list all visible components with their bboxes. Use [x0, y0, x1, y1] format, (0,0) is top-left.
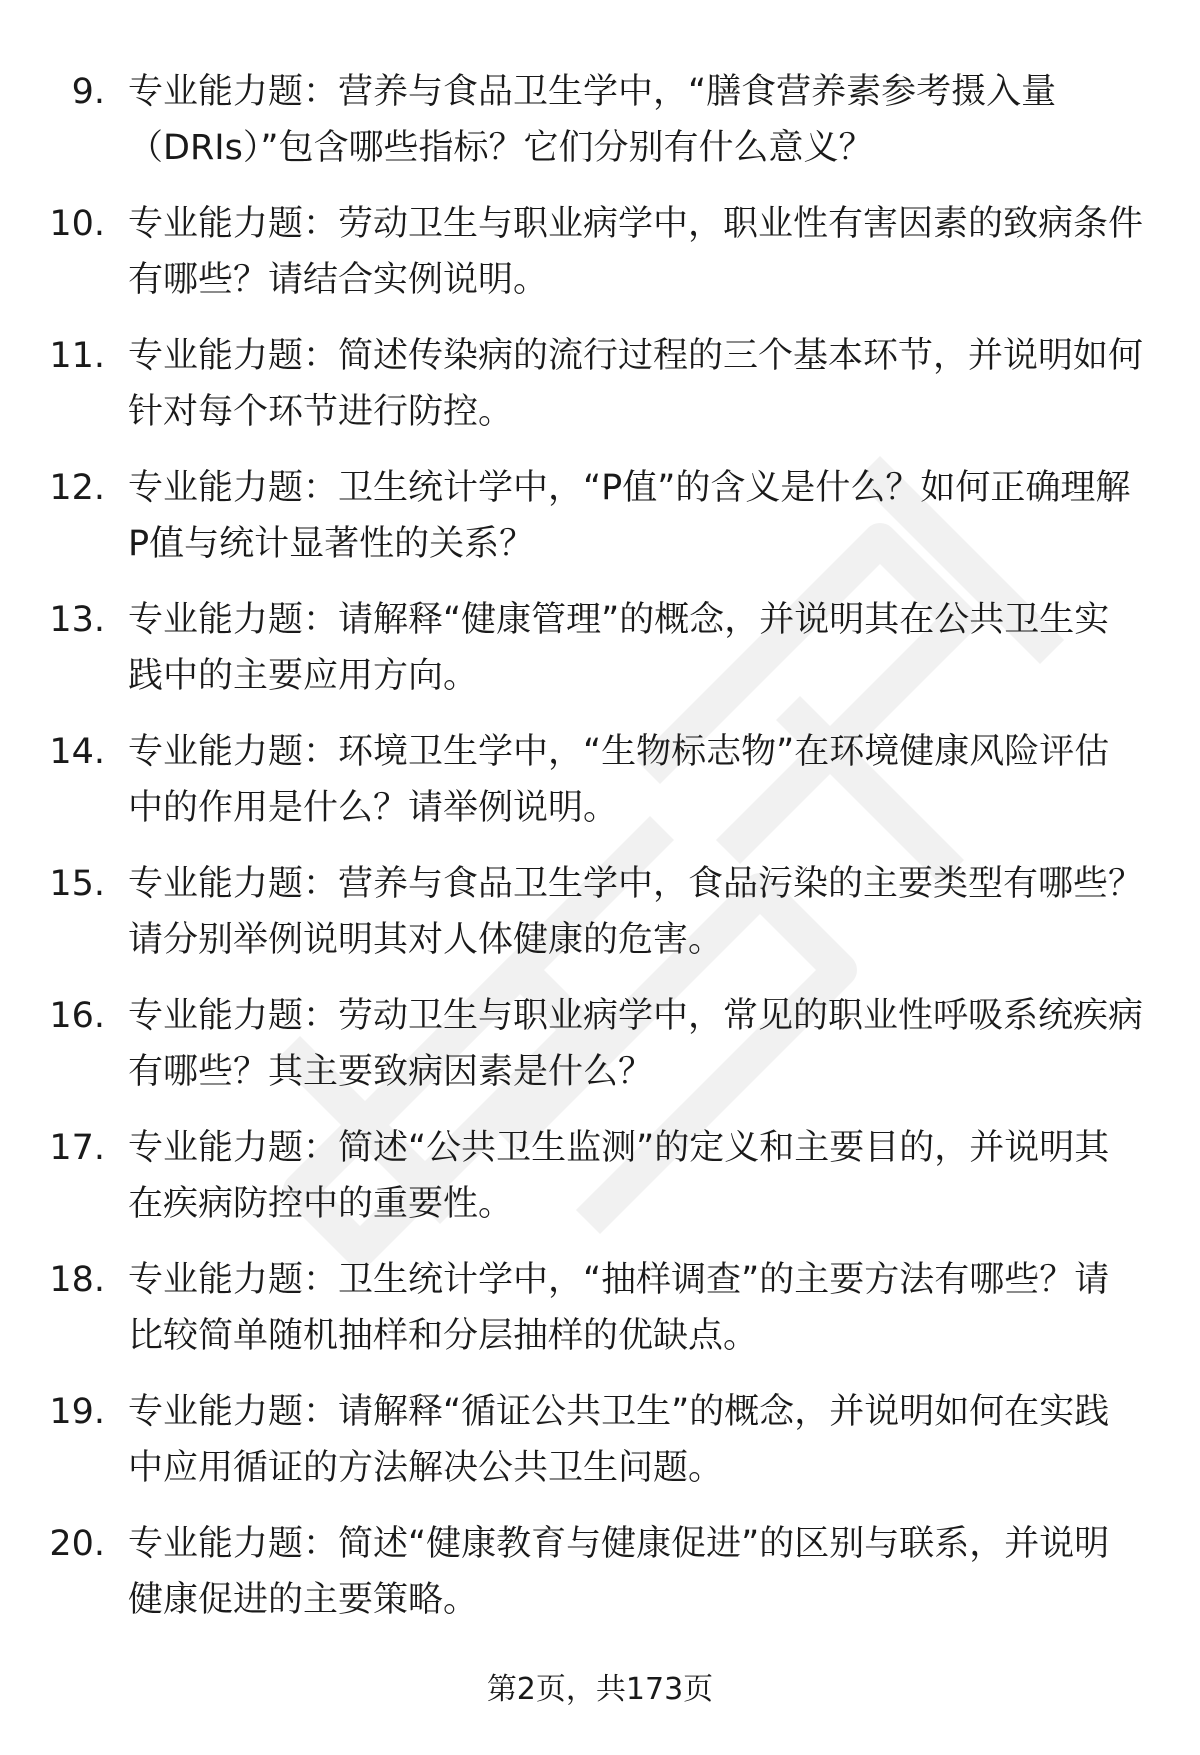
list-item: [0, 980, 1200, 1112]
question-text: 专业能力题：环境卫生学中，“生物标志物”在环境健康风险评估中的作用是什么？请举例说明。: [128, 732, 1110, 828]
question-number: 11.: [49, 336, 105, 376]
question-number: 15.: [49, 864, 105, 904]
question-text: 专业能力题：简述传染病的流行过程的三个基本环节，并说明如何针对每个环节进行防控。: [128, 336, 1144, 432]
question-number: 9.: [71, 72, 105, 112]
question-text: 专业能力题：卫生统计学中，“P值”的含义是什么？如何正确理解P值与统计显著性的关系？: [128, 468, 1131, 564]
list-item: [0, 584, 1200, 716]
question-number: 10.: [49, 204, 105, 244]
question-text: 专业能力题：请解释“循证公共卫生”的概念，并说明如何在实践中应用循证的方法解决公共卫生问题。: [128, 1392, 1110, 1488]
list-item: [0, 320, 1200, 452]
page-footer: 第2页，共173页: [486, 1672, 714, 1707]
question-text: 专业能力题：营养与食品卫生学中，“膳食营养素参考摄入量（DRIs）”包含哪些指标？它们分别有什么意义？: [128, 72, 1057, 168]
question-number: 19.: [49, 1392, 105, 1432]
question-list: [0, 56, 1200, 1640]
list-item: [0, 452, 1200, 584]
question-number: 18.: [49, 1260, 105, 1300]
question-text: 专业能力题：简述“健康教育与健康促进”的区别与联系，并说明健康促进的主要策略。: [128, 1524, 1110, 1620]
question-number: 17.: [49, 1128, 105, 1168]
list-item: [0, 1376, 1200, 1508]
list-item: [0, 1112, 1200, 1244]
list-item: [0, 848, 1200, 980]
question-number: 16.: [49, 996, 105, 1036]
list-item: [0, 716, 1200, 848]
question-number: 12.: [49, 468, 105, 508]
list-item: [0, 1508, 1200, 1640]
list-item: [0, 188, 1200, 320]
question-text: 专业能力题：请解释“健康管理”的概念，并说明其在公共卫生实践中的主要应用方向。: [128, 600, 1110, 696]
question-text: 专业能力题：劳动卫生与职业病学中，职业性有害因素的致病条件有哪些？请结合实例说明。: [128, 204, 1144, 300]
question-number: 20.: [49, 1524, 105, 1564]
list-item: [0, 1244, 1200, 1376]
question-text: 专业能力题：营养与食品卫生学中，食品污染的主要类型有哪些？请分别举例说明其对人体健康的危害。: [128, 864, 1144, 960]
question-text: 专业能力题：劳动卫生与职业病学中，常见的职业性呼吸系统疾病有哪些？其主要致病因素是什么？: [128, 996, 1144, 1092]
question-number: 14.: [49, 732, 105, 772]
question-number: 13.: [49, 600, 105, 640]
question-text: 专业能力题：简述“公共卫生监测”的定义和主要目的，并说明其在疾病防控中的重要性。: [128, 1128, 1110, 1224]
question-text: 专业能力题：卫生统计学中，“抽样调查”的主要方法有哪些？请比较简单随机抽样和分层抽样的优缺点。: [128, 1260, 1110, 1356]
list-item: [0, 56, 1200, 188]
